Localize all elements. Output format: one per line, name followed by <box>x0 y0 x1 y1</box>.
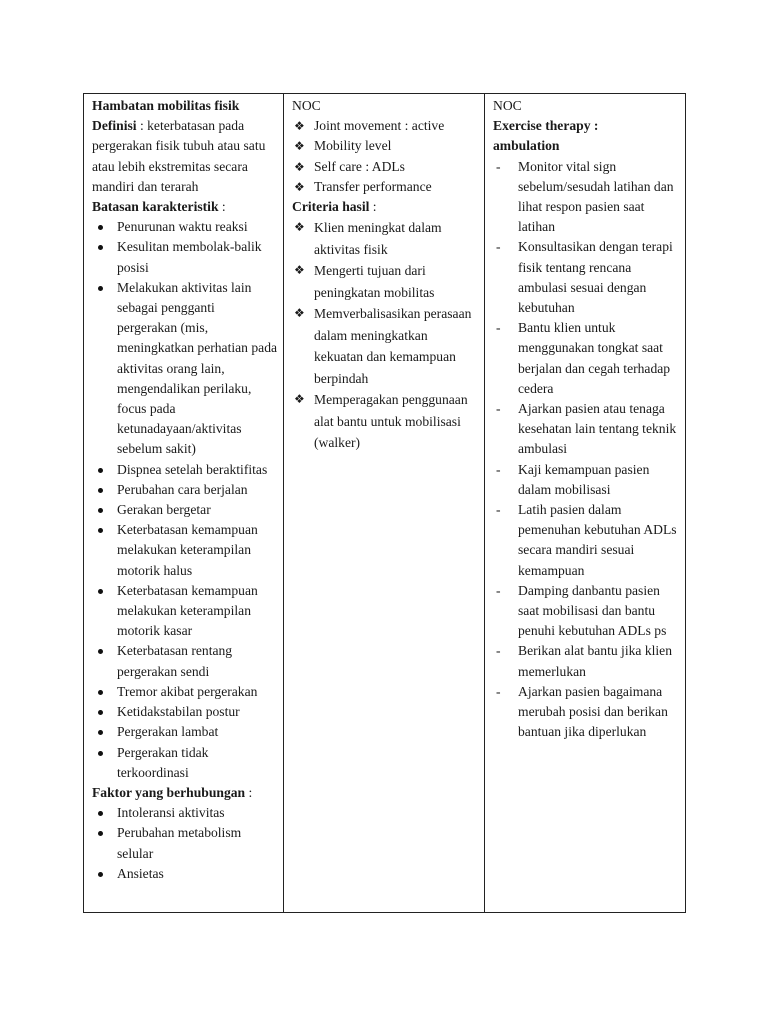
list-item <box>292 136 479 156</box>
list-item-text: Memperagakan penggunaan alat bantu untuk mobilisasi (walker) <box>314 392 468 451</box>
therapy-heading-line1: Exercise therapy : <box>493 118 599 134</box>
list-item: Dispnea setelah beraktifitas <box>92 460 278 480</box>
list-item: Keterbatasan rentang pergerakan sendi <box>92 641 278 681</box>
dash-bullet-icon: - <box>496 683 501 699</box>
list-item-text: Mobility level <box>314 138 392 154</box>
criteria-heading <box>292 197 479 217</box>
therapy-heading-line2: ambulation <box>493 138 560 154</box>
list-item <box>292 157 479 177</box>
criteria-label: Criteria hasil <box>292 199 370 215</box>
list-item: Ansietas <box>92 864 278 884</box>
list-item-text: Kaji kemampuan pasien dalam mobilisasi <box>518 461 650 497</box>
diamond-bullet-icon: ❖ <box>294 179 305 194</box>
definition-text: : keterbatasan pada pergerakan fisik tubuh atau satu atau lebih ekstremitas secara mandiri dan terarah <box>92 118 266 194</box>
list-item-text: Transfer performance <box>314 178 432 194</box>
dash-bullet-icon: - <box>496 502 501 518</box>
definition-label: Definisi <box>92 118 137 134</box>
intervention-list <box>493 157 680 743</box>
list-item: Pergerakan tidak terkoordinasi <box>92 743 278 783</box>
list-item: Perubahan metabolism selular <box>92 823 278 863</box>
list-item: Melakukan aktivitas lain sebagai pengganti pergerakan (mis, meningkatkan perhatian pada aktivitas orang lain, mengendalikan perilaku, focus pada ketunadayaan/aktivitas sebelum sakit) <box>92 278 278 460</box>
list-item <box>493 318 680 399</box>
faktor-list <box>92 803 278 884</box>
list-item-text: Ajarkan pasien bagaimana merubah posisi dan berikan bantuan jika diperlukan <box>518 683 668 740</box>
list-item-text: Bantu klien untuk menggunakan tongkat saat berjalan dan cegah terhadap cedera <box>518 320 671 396</box>
diamond-bullet-icon: ❖ <box>294 263 305 278</box>
list-item <box>292 260 479 303</box>
diagnosis-title: Hambatan mobilitas fisik <box>92 98 240 113</box>
diamond-bullet-icon: ❖ <box>294 139 305 154</box>
list-item-text: Klien meningkat dalam aktivitas fisik <box>314 220 442 257</box>
list-item-text: Latih pasien dalam pemenuhan kebutuhan ADLs secara mandiri sesuai kemampuan <box>518 502 677 578</box>
criteria-list <box>292 217 479 454</box>
criteria-colon: : <box>369 199 377 215</box>
faktor-colon: : <box>245 784 253 800</box>
list-item-text: Berikan alat bantu jika klien memerlukan <box>518 643 673 679</box>
diamond-bullet-icon: ❖ <box>294 159 305 174</box>
list-item: Penurunan waktu reaksi <box>92 217 278 237</box>
noc-list <box>292 116 479 197</box>
nic-title: NOC <box>493 98 522 113</box>
diagnosis-cell <box>84 94 284 913</box>
list-item <box>292 389 479 454</box>
list-item: Intoleransi aktivitas <box>92 803 278 823</box>
dash-bullet-icon: - <box>496 643 501 659</box>
list-item-text: Mengerti tujuan dari peningkatan mobilitas <box>314 263 435 300</box>
list-item: Keterbatasan kemampuan melakukan keterampilan motorik kasar <box>92 581 278 642</box>
list-item <box>292 303 479 389</box>
dash-bullet-icon: - <box>496 320 501 336</box>
list-item <box>493 641 680 681</box>
list-item-text: Damping danbantu pasien saat mobilisasi dan bantu penuhi kebutuhan ADLs ps <box>518 582 667 639</box>
batasan-label: Batasan karakteristik <box>92 199 219 215</box>
list-item-text: Konsultasikan dengan terapi fisik tentang rencana ambulasi sesuai dengan kebutuhan <box>518 239 673 316</box>
list-item <box>493 237 680 318</box>
batasan-colon: : <box>218 199 226 215</box>
dash-bullet-icon: - <box>496 158 501 174</box>
list-item: Keterbatasan kemampuan melakukan keterampilan motorik halus <box>92 520 278 581</box>
list-item-text: Ajarkan pasien atau tenaga kesehatan lain tentang teknik ambulasi <box>518 401 677 457</box>
batasan-list <box>92 217 278 783</box>
diamond-bullet-icon: ❖ <box>294 306 305 321</box>
diamond-bullet-icon: ❖ <box>294 392 305 407</box>
dash-bullet-icon: - <box>496 239 501 255</box>
list-item-text: Self care : ADLs <box>314 158 405 174</box>
list-item <box>493 460 680 500</box>
table-row <box>84 94 686 913</box>
list-item <box>493 682 680 743</box>
list-item: Pergerakan lambat <box>92 722 278 742</box>
diamond-bullet-icon: ❖ <box>294 220 305 235</box>
noc-cell <box>284 94 485 913</box>
list-item-text: Memverbalisasikan perasaan dalam meningkatkan kekuatan dan kemampuan berpindah <box>314 306 472 386</box>
batasan-heading <box>92 197 278 217</box>
faktor-label: Faktor yang berhubungan <box>92 784 246 800</box>
list-item <box>292 177 479 197</box>
nursing-care-plan-table <box>83 93 686 913</box>
list-item <box>292 217 479 260</box>
noc-title: NOC <box>292 98 321 113</box>
list-item <box>493 399 680 460</box>
definition-paragraph <box>92 116 278 197</box>
list-item <box>292 116 479 136</box>
list-item-text: Monitor vital sign sebelum/sesudah latihan dan lihat respon pasien saat latihan <box>518 158 674 235</box>
list-item <box>493 500 680 581</box>
list-item <box>493 581 680 642</box>
list-item <box>493 157 680 238</box>
list-item: Ketidakstabilan postur <box>92 702 278 722</box>
list-item-text: Joint movement : active <box>314 118 445 134</box>
faktor-heading <box>92 783 278 803</box>
list-item: Kesulitan membolak-balik posisi <box>92 237 278 277</box>
dash-bullet-icon: - <box>496 461 501 477</box>
dash-bullet-icon: - <box>496 401 501 417</box>
diamond-bullet-icon: ❖ <box>294 119 305 134</box>
dash-bullet-icon: - <box>496 582 501 598</box>
list-item: Gerakan bergetar <box>92 500 278 520</box>
list-item: Perubahan cara berjalan <box>92 480 278 500</box>
nic-cell <box>485 94 686 913</box>
list-item: Tremor akibat pergerakan <box>92 682 278 702</box>
